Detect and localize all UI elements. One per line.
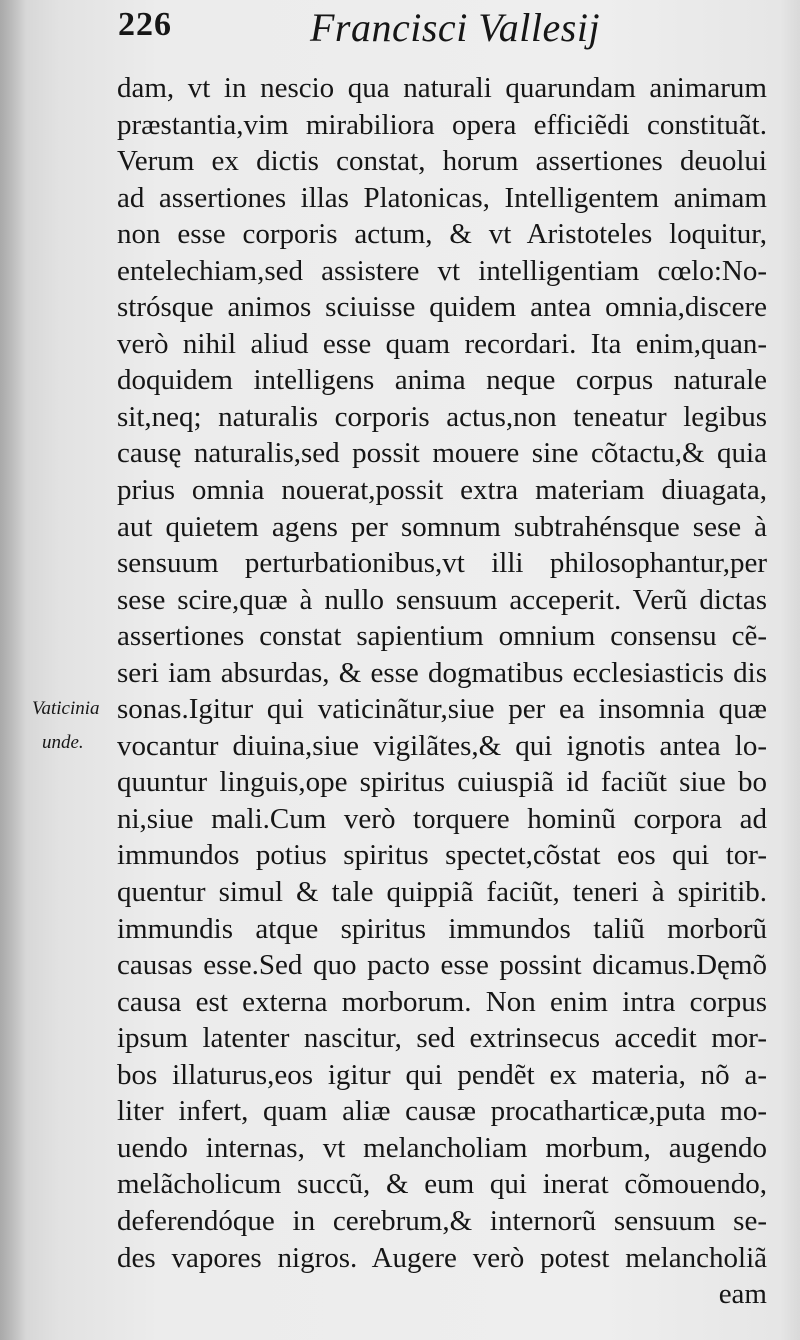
text-line: vocantur diuina,siue vigilãtes,& qui ignotis antea lo- [117, 729, 767, 762]
text-line: seri iam absurdas, & esse dogmatibus ecclesiasticis dis [117, 656, 767, 689]
text-line: doquidem intelligens anima neque corpus naturale [117, 364, 767, 397]
text-line: Verum ex dictis constat, horum assertiones deuolui [117, 145, 767, 178]
text-line: sese scire,quæ à nullo sensuum acceperit. Verũ dictas [117, 583, 767, 616]
text-line: quuntur linguis,ope spiritus cuiuspiã id faciũt siue bo [117, 766, 767, 799]
margin-note-line: unde. [42, 732, 84, 753]
text-line: causa est externa morborum. Non enim intra corpus [117, 985, 767, 1018]
margin-note [32, 692, 122, 760]
text-line: causę naturalis,sed possit mouere sine cõtactu,& quia [117, 437, 767, 470]
running-head: Francisci Vallesij [310, 5, 601, 50]
text-line: aut quietem agens per somnum subtrahénsque sese à [117, 510, 767, 543]
text-line: deferendóque in cerebrum,& internorũ sensuum se- [117, 1204, 767, 1237]
text-line: sit,neq; naturalis corporis actus,non teneatur legibus [117, 400, 767, 433]
text-line: assertiones constat sapientium omnium consensu cẽ- [117, 620, 767, 653]
text-line: verò nihil aliud esse quam recordari. Ita enim,quan- [117, 327, 767, 360]
page-number: 226 [118, 6, 172, 43]
text-line: præstantia,vim mirabiliora opera efficiẽdi constituãt. [117, 108, 767, 141]
text-line: ni,siue mali.Cum verò torquere hominũ corpora ad [117, 802, 767, 835]
text-line: entelechiam,sed assistere vt intelligentiam cœlo:No- [117, 254, 767, 287]
text-line: causas esse.Sed quo pacto esse possint dicamus.Dęmõ [117, 949, 767, 982]
text-line: dam, vt in nescio qua naturali quarundam animarum [117, 72, 767, 104]
text-line: uendo internas, vt melancholiam morbum, augendo [117, 1131, 767, 1164]
body-text [117, 70, 767, 1313]
text-line: sensuum perturbationibus,vt illi philosophantur,per [117, 547, 767, 580]
text-line: des vapores nigros. Augere verò potest melancholiã [117, 1241, 767, 1274]
text-line: immundos potius spiritus spectet,cõstat eos qui tor- [117, 839, 767, 872]
text-line: quentur simul & tale quippiã faciũt, teneri à spiritib. [117, 876, 767, 909]
margin-note-line: Vaticinia [32, 698, 100, 719]
text-line: ad assertiones illas Platonicas, Intelligentem animam [117, 181, 767, 214]
text-line: non esse corporis actum, & vt Aristoteles loquitur, [117, 218, 767, 251]
text-line: sonas.Igitur qui vaticinãtur,siue per ea insomnia quæ [117, 693, 767, 726]
gutter-shadow [0, 0, 26, 1340]
text-line: immundis atque spiritus immundos taliũ morborũ [117, 912, 767, 945]
text-line: strósque animos sciuisse quidem antea omnia,discere [117, 291, 767, 324]
text-line: liter infert, quam aliæ causæ procatharticæ,puta mo- [117, 1095, 767, 1128]
text-line: prius omnia nouerat,possit extra materiam diuagata, [117, 474, 767, 507]
text-line: melãcholicum succũ, & eum qui inerat cõmouendo, [117, 1168, 767, 1201]
catchword: eam [718, 1278, 767, 1311]
text-line: ipsum latenter nascitur, sed extrinsecus accedit mor- [117, 1022, 767, 1055]
text-line: bos illaturus,eos igitur qui pendẽt ex materia, nõ a- [117, 1058, 767, 1091]
